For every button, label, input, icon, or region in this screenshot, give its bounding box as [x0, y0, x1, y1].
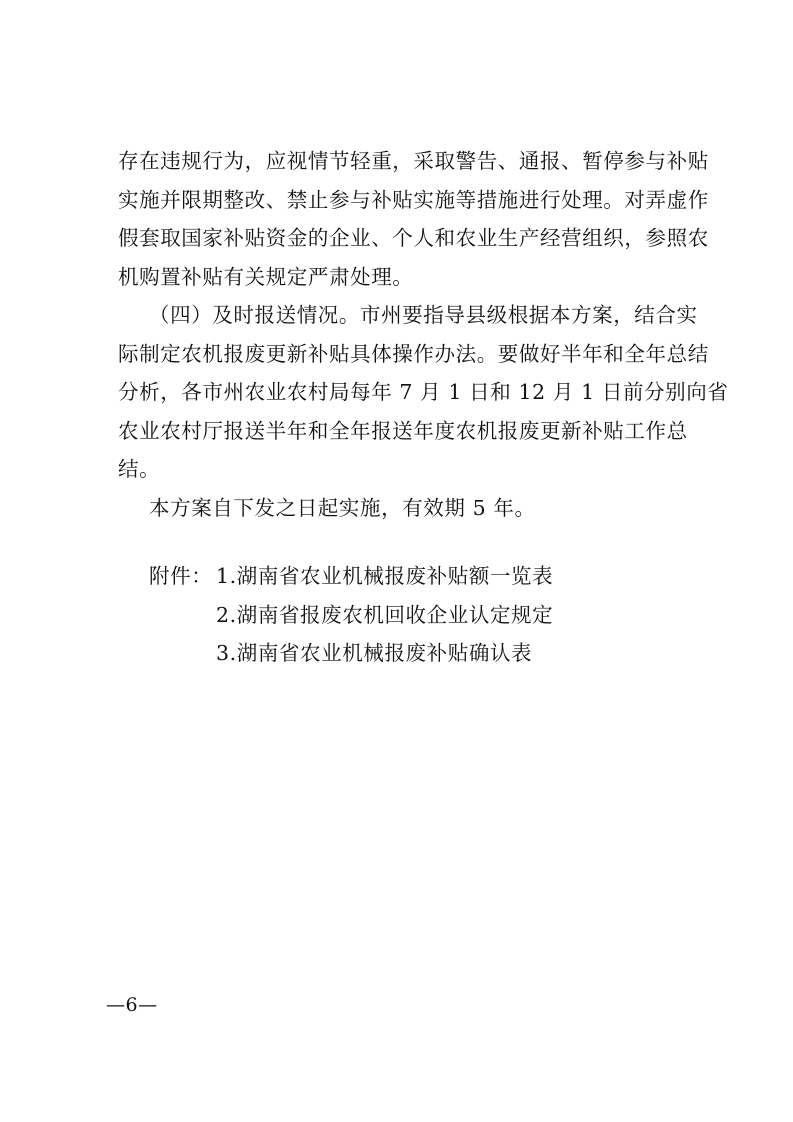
attachment-row: [118, 634, 684, 673]
text-line: 农业农村厅报送半年和全年报送年度农机报废更新补贴工作总: [118, 418, 688, 443]
attachment-item: 1.湖南省农业机械报废补贴额一览表: [216, 564, 554, 588]
attachments-label: 附件：: [149, 564, 213, 588]
spacer: [118, 527, 684, 557]
page-number: —6—: [106, 994, 158, 1016]
text-line: 假套取国家补贴资金的企业、个人和农业生产经营组织，参照农: [118, 226, 709, 250]
text-line: 存在违规行为，应视情节轻重，采取警告、通报、暂停参与补贴: [118, 149, 709, 173]
document-body: [118, 142, 729, 673]
attachments-list: [118, 557, 684, 673]
text-line: 分析，各市州农业农村局每年 7 月 1 日和 12 月 1 日前分别向省: [118, 380, 729, 404]
paragraph-reporting: [118, 296, 729, 489]
paragraph-violations: [118, 142, 709, 296]
text-line: 机购置补贴有关规定严肃处理。: [118, 264, 414, 289]
text-line: （四）及时报送情况。市州要指导县级根据本方案，结合实: [149, 303, 698, 327]
attachment-row: [118, 557, 684, 596]
attachment-item: 3.湖南省农业机械报废补贴确认表: [216, 641, 533, 665]
text-line: 际制定农机报废更新补贴具体操作办法。要做好半年和全年总结: [118, 341, 709, 366]
closing-statement: 本方案自下发之日起实施，有效期 5 年。: [149, 495, 536, 520]
text-line: 实施并限期整改、禁止参与补贴实施等措施进行处理。对弄虚作: [118, 187, 709, 212]
text-line: 结。: [118, 457, 161, 481]
attachment-row: [118, 596, 684, 635]
attachment-item: 2.湖南省报废农机回收企业认定规定: [216, 602, 554, 627]
